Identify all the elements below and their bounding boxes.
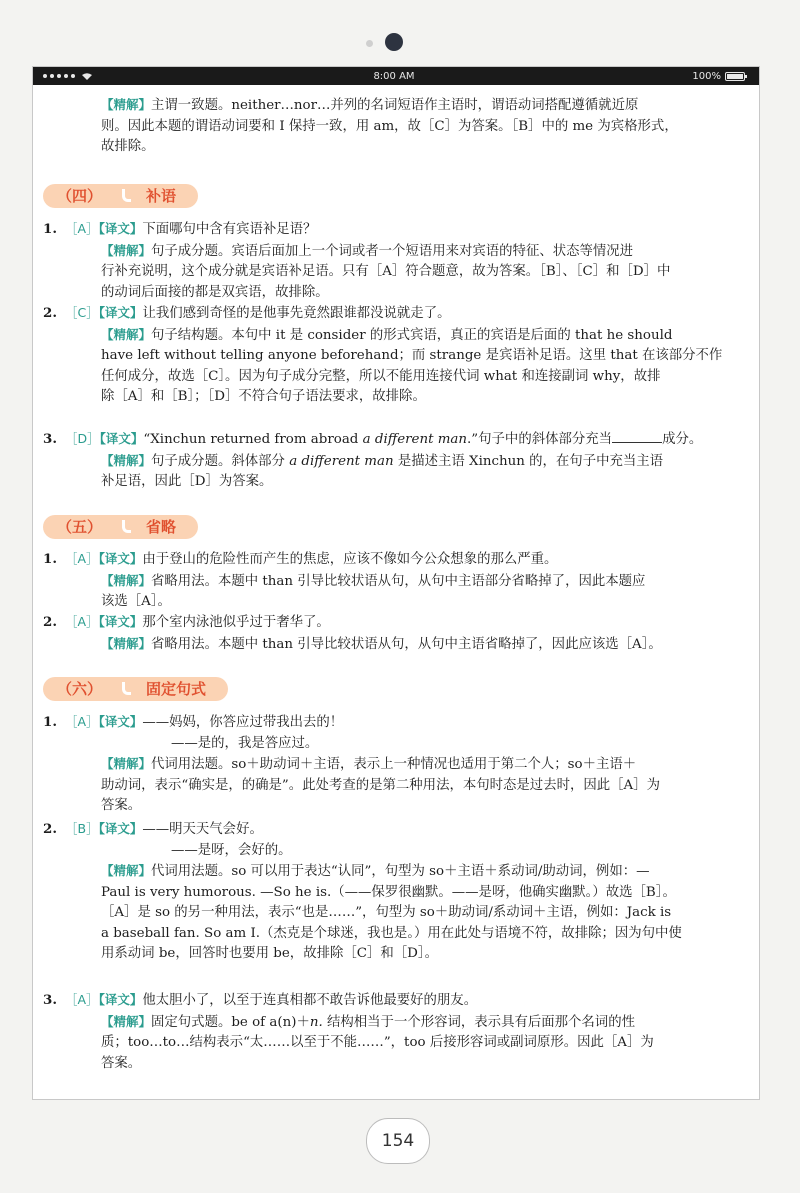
battery-percent: 100% (692, 70, 721, 82)
translation-text: 下面哪句中含有宾语补足语？ (142, 222, 317, 237)
section-number: （四） (43, 184, 118, 208)
hook-icon (118, 677, 140, 701)
answer-key: ［D］ (65, 431, 100, 446)
translation-tag: 【译文】 (98, 992, 143, 1007)
question-block (43, 219, 670, 303)
text-line: have left without telling anyone beforehand；而 strange 是宾语补足语。这里 that 在该部分不作 (101, 348, 723, 363)
translation-text: ——是呀，会好的。 (171, 842, 292, 858)
question-block (43, 612, 662, 655)
translation-tag: 【译文】 (99, 431, 144, 446)
question-block (43, 429, 702, 493)
text-line: 除［A］和［B］；［D］不符合句子语法要求，故排除。 (101, 389, 426, 404)
text-line: 句子结构题。本句中 it 是 consider 的形式宾语，真正的宾语是后面的 that he should (151, 327, 673, 343)
text-line: 则。因此本题的谓语动词要和 I 保持一致，用 am，故［C］为答案。［B］中的 me 为宾格形式， (101, 118, 678, 134)
signal-dot (43, 74, 47, 78)
analysis-tag: 【精解】 (101, 756, 152, 771)
text-line: 代词用法题。so 可以用于表达“认同”，句型为 so＋主语＋系动词/助动词，例如：— (151, 864, 650, 879)
page-number: 154 (366, 1118, 430, 1164)
question-number: 2. (43, 305, 57, 321)
text-line: a baseball fan. So am I.（杰克是个球迷，我也是。）用在此处与语境不符，故排除；因为句中使 (101, 925, 682, 941)
translation-text: ——妈妈，你答应过带我出去的！ (142, 715, 344, 730)
translation-tag: 【译文】 (98, 614, 143, 629)
translation-text: 让我们感到奇怪的是他事先竟然跟谁都没说就走了。 (142, 306, 451, 321)
section-header-ellipsis (43, 515, 198, 539)
answer-key: ［A］ (65, 551, 99, 566)
section-title: 固定句式 (140, 677, 228, 701)
answer-key: ［C］ (65, 305, 99, 320)
text-line: 省略用法。本题中 than 引导比较状语从句，从句中主语部分省略掉了，因此本题应 (151, 573, 646, 589)
status-time: 8:00 AM (373, 70, 415, 82)
battery-icon (725, 72, 745, 81)
text-line: 故排除。 (101, 139, 155, 154)
translation-text: 成分。 (662, 432, 703, 447)
signal-indicator (43, 73, 163, 80)
analysis-tag: 【精解】 (101, 242, 152, 258)
translation-tag: 【译文】 (98, 821, 143, 836)
answer-key: ［A］ (65, 714, 99, 729)
signal-dot (64, 74, 68, 78)
answer-blank (612, 430, 662, 443)
question-number: 2. (43, 821, 57, 837)
text-line: 主谓一致题。neither…nor…并列的名词短语作主语时，谓语动词搭配遵循就近原 (151, 98, 639, 113)
question-number: 3. (43, 992, 57, 1008)
signal-dot (57, 74, 61, 78)
italic-phrase: a different man (362, 432, 468, 447)
translation-tag: 【译文】 (98, 221, 143, 236)
text-line: 句子成分题。宾语后面加上一个词或者一个短语用来对宾语的特征、状态等情况进 (151, 243, 634, 259)
section-header-fixed-patterns (43, 677, 228, 701)
analysis-tag: 【精解】 (101, 863, 152, 878)
section-number: （五） (43, 515, 118, 539)
text-line: 固定句式题。be of a(n)＋ (151, 1014, 310, 1030)
answer-key: ［A］ (65, 221, 99, 236)
analysis-tag: 【精解】 (101, 452, 152, 468)
text-line: ［A］是 so 的另一种用法，表示“也是……”，句型为 so＋助动词/系动词＋主语，例如：Jack is (101, 905, 672, 920)
question-number: 1. (43, 221, 57, 237)
section-header-complement (43, 184, 198, 208)
text-line: 的动词后面接的都是双宾语，故排除。 (101, 284, 329, 300)
analysis-tag: 【精解】 (101, 1013, 152, 1029)
section-title: 省略 (140, 515, 198, 539)
status-bar (33, 67, 759, 85)
text-line: 结构相当于一个形容词，表示具有后面那个名词的性 (322, 1014, 635, 1030)
analysis-tag: 【精解】 (101, 572, 152, 588)
text-line: 是描述主语 Xinchun 的，在句子中充当主语 (393, 453, 664, 469)
camera-icon (385, 33, 403, 51)
text-line: 补足语，因此［D］为答案。 (101, 474, 273, 489)
question-block (43, 819, 682, 965)
translation-text: .”句子中的斜体部分充当 (467, 432, 613, 447)
question-number: 1. (43, 714, 57, 730)
text-line: 代词用法题。so＋助动词＋主语，表示上一种情况也适用于第二个人；so＋主语＋ (151, 757, 637, 772)
analysis-tag: 【精解】 (101, 635, 152, 651)
question-block (43, 990, 654, 1074)
question-number: 2. (43, 614, 57, 630)
section-title: 补语 (140, 184, 198, 208)
text-line: 任何成分，故选［C］。因为句子成分完整，所以不能用连接代词 what 和连接副词 why，故排 (101, 368, 661, 384)
text-line: 质；too…to…结构表示“太……以至于不能……”，too 后接形容词或副词原形。因此［A］为 (101, 1035, 654, 1050)
analysis-tag: 【精解】 (101, 326, 152, 342)
text-line: 答案。 (101, 798, 142, 813)
answer-key: ［B］ (65, 821, 99, 836)
italic-phrase: a different man (289, 453, 394, 469)
translation-text: 由于登山的危险性而产生的焦虑，应该不像如今公众想象的那么严重。 (142, 552, 558, 567)
signal-dot (50, 74, 54, 78)
question-number: 3. (43, 431, 57, 447)
translation-tag: 【译文】 (98, 551, 143, 566)
page-content (33, 85, 759, 1099)
translation-text: ——明天天气会好。 (142, 822, 263, 837)
hook-icon (118, 515, 140, 539)
question-block (43, 712, 660, 817)
translation-tag: 【译文】 (98, 714, 143, 729)
answer-key: ［A］ (65, 614, 99, 629)
wifi-icon (82, 73, 92, 80)
translation-text: ——是的，我是答应过。 (171, 735, 319, 751)
hook-icon (118, 184, 140, 208)
text-line: 助动词，表示“确实是，的确是”。此处考查的是第二种用法，本句时态是过去时，因此［A］为 (101, 777, 660, 793)
translation-text: 那个室内泳池似乎过于奢华了。 (142, 615, 330, 630)
tablet-screen (32, 66, 760, 1100)
text-line: 省略用法。本题中 than 引导比较状语从句，从句中主语省略掉了，因此应该选［A］。 (151, 636, 662, 652)
text-line: Paul is very humorous. —So he is.（——保罗很幽默。——是呀，他确实幽默。）故选［B］。 (101, 884, 676, 900)
text-line: 该选［A］。 (101, 594, 171, 609)
translation-tag: 【译文】 (98, 305, 143, 320)
front-sensor (366, 40, 373, 47)
text-line: 行补充说明，这个成分就是宾语补足语。只有［A］符合题意，故为答案。［B］、［C］和［D］中 (101, 264, 671, 279)
question-block (43, 303, 722, 408)
translation-text: “Xinchun returned from abroad (143, 432, 363, 447)
italic-phrase: n. (309, 1014, 323, 1030)
text-line: 句子成分题。斜体部分 (151, 453, 290, 469)
question-number: 1. (43, 551, 57, 567)
signal-dot (71, 74, 75, 78)
translation-text: 他太胆小了，以至于连真相都不敢告诉他最要好的朋友。 (142, 993, 478, 1008)
intro-analysis (101, 95, 678, 158)
text-line: 用系动词 be，回答时也要用 be，故排除［C］和［D］。 (101, 946, 438, 961)
answer-key: ［A］ (65, 992, 99, 1007)
text-line: 答案。 (101, 1055, 142, 1071)
question-block (43, 549, 645, 613)
analysis-tag: 【精解】 (101, 97, 152, 112)
section-number: （六） (43, 677, 118, 701)
